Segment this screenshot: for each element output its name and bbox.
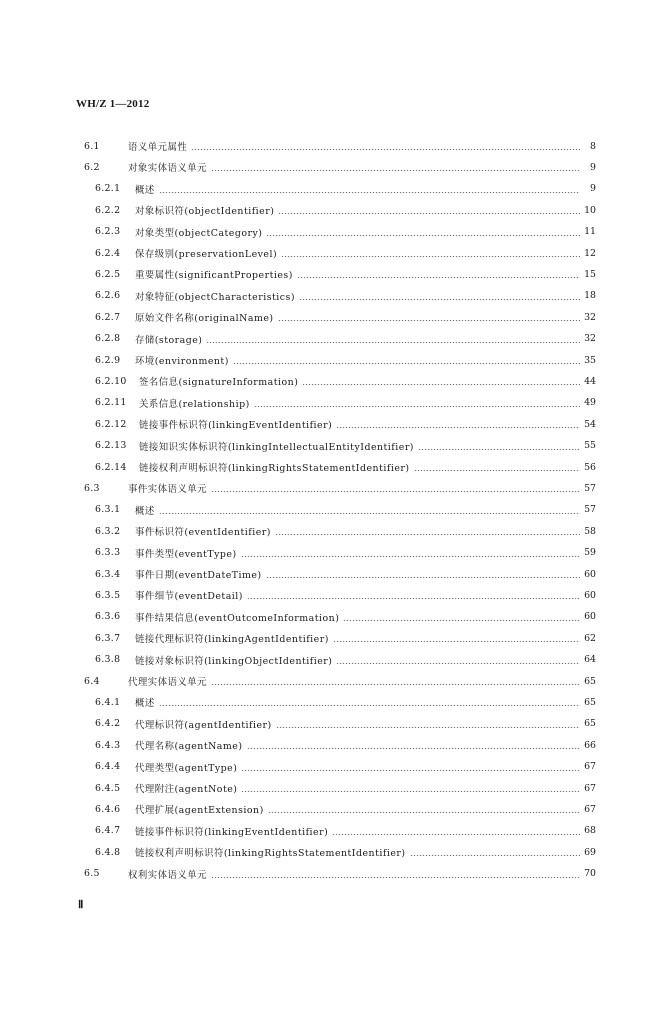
- toc-entry[interactable]: [95, 587, 596, 603]
- dot-leader: [241, 556, 580, 557]
- toc-entry[interactable]: [95, 545, 596, 561]
- toc-entry-title: 代理标识符(agentIdentifier): [135, 719, 272, 731]
- toc-entry-page: 10: [584, 204, 596, 216]
- dot-leader: [268, 812, 580, 813]
- toc-entry-page: 66: [584, 739, 596, 751]
- toc-entry-page: 9: [590, 161, 596, 173]
- toc-entry-title: 链接权利声明标识符(linkingRightsStatementIdentifier): [135, 848, 406, 860]
- toc-entry-number: 6.2.11: [95, 397, 127, 409]
- toc-entry-title: 链接知识实体标识符(linkingIntellectualEntityIdentifier): [139, 441, 414, 453]
- toc-entry-number: 6.2.2: [95, 204, 121, 216]
- toc-entry-title: 代理名称(agentName): [135, 741, 243, 753]
- toc-entry[interactable]: [95, 245, 596, 261]
- dot-leader: [191, 149, 580, 150]
- toc-entry[interactable]: [95, 737, 596, 753]
- toc-entry-title: 代理实体语义单元: [128, 677, 208, 688]
- toc-entry-title: 事件日期(eventDateTime): [135, 570, 262, 581]
- toc-entry-title: 链接事件标识符(linkingEventIdentifier): [135, 826, 329, 838]
- toc-entry[interactable]: [95, 844, 596, 860]
- toc-entry-title: 权利实体语义单元: [128, 869, 208, 881]
- toc-entry-number: 6.1: [84, 140, 100, 152]
- toc-entry[interactable]: [95, 309, 596, 325]
- toc-entry[interactable]: [84, 138, 596, 154]
- toc-entry-page: 59: [584, 547, 596, 559]
- toc-entry-page: 11: [584, 226, 596, 238]
- toc-entry[interactable]: [95, 331, 596, 347]
- toc-entry-number: 6.3.3: [95, 547, 121, 559]
- toc-entry-number: 6.2.6: [95, 290, 121, 302]
- toc-entry[interactable]: [95, 759, 596, 775]
- toc-entry-title: 事件类型(eventType): [135, 548, 237, 560]
- toc-entry[interactable]: [95, 224, 596, 240]
- toc-entry-number: 6.4.1: [95, 696, 121, 708]
- toc-entry-page: 65: [584, 675, 596, 687]
- toc-entry-page: 62: [584, 632, 596, 644]
- dot-leader: [297, 277, 580, 278]
- toc-entry-page: 32: [584, 311, 596, 323]
- toc-entry-title: 环境(environment): [135, 356, 229, 367]
- toc-entry-number: 6.3.7: [95, 632, 121, 644]
- toc-entry-page: 57: [584, 504, 596, 516]
- toc-entry[interactable]: [95, 566, 596, 582]
- dot-leader: [241, 791, 580, 792]
- toc-entry[interactable]: [95, 823, 596, 839]
- toc-entry-page: 68: [584, 825, 596, 837]
- toc-entry-number: 6.2.8: [95, 333, 121, 345]
- dot-leader: [332, 834, 580, 835]
- dot-leader: [333, 641, 580, 642]
- dot-leader: [278, 213, 580, 214]
- toc-entry[interactable]: [95, 523, 596, 539]
- toc-entry-number: 6.2: [84, 161, 100, 173]
- toc-entry-number: 6.2.13: [95, 440, 127, 452]
- toc-entry-title: 链接权利声明标识符(linkingRightsStatementIdentifier): [139, 463, 410, 474]
- toc-entry-title: 代理附注(agentNote): [135, 784, 238, 795]
- dot-leader: [247, 748, 581, 749]
- toc-entry[interactable]: [95, 181, 596, 197]
- toc-entry-title: 语义单元属性: [128, 142, 188, 153]
- toc-entry-page: 8: [590, 140, 596, 152]
- toc-entry-page: 44: [584, 375, 596, 387]
- toc-entry[interactable]: [95, 288, 596, 304]
- dot-leader: [336, 427, 580, 428]
- toc-entry-title: 概述: [135, 184, 155, 196]
- dot-leader: [159, 513, 580, 514]
- toc-entry[interactable]: [95, 266, 596, 282]
- toc-entry-title: 关系信息(relationship): [139, 398, 250, 410]
- dot-leader: [206, 342, 580, 343]
- toc-entry-page: 58: [584, 525, 596, 537]
- toc-entry-title: 事件标识符(eventIdentifier): [135, 527, 271, 539]
- toc-entry-number: 6.3: [84, 482, 100, 494]
- toc-entry-page: 69: [584, 846, 596, 858]
- toc-entry-page: 54: [584, 418, 596, 430]
- toc-entry-title: 对象实体语义单元: [128, 163, 208, 175]
- toc-entry-number: 6.2.5: [95, 268, 121, 280]
- toc-entry-number: 6.4.5: [95, 782, 121, 794]
- toc-entry-number: 6.2.4: [95, 247, 121, 259]
- toc-entry-number: 6.4.6: [95, 803, 121, 815]
- toc-entry-page: 67: [584, 803, 596, 815]
- toc-entry[interactable]: [95, 416, 596, 432]
- toc-entry-title: 链接事件标识符(linkingEventIdentifier): [139, 420, 333, 432]
- toc-entry-page: 56: [584, 461, 596, 473]
- toc-entry[interactable]: [95, 780, 596, 796]
- toc-entry-title: 事件结果信息(eventOutcomeInformation): [135, 612, 340, 624]
- toc-entry[interactable]: [95, 438, 596, 454]
- toc-entry-title: 概述: [135, 698, 155, 710]
- toc-entry-page: 57: [584, 482, 596, 494]
- toc-entry-page: 65: [584, 718, 596, 730]
- dot-leader: [299, 299, 580, 300]
- dot-leader: [336, 663, 580, 664]
- toc-entry-number: 6.2.14: [95, 461, 127, 473]
- toc-entry-page: 49: [584, 397, 596, 409]
- dot-leader: [159, 705, 580, 706]
- dot-leader: [266, 577, 580, 578]
- toc-entry-title: 事件实体语义单元: [128, 484, 208, 496]
- toc-entry-title: 链接代理标识符(linkingAgentIdentifier): [135, 634, 329, 646]
- toc-entry[interactable]: [95, 202, 596, 218]
- toc-entry-page: 60: [584, 611, 596, 623]
- toc-entry-page: 65: [584, 696, 596, 708]
- toc-entry-title: 保存级别(preservationLevel): [135, 249, 278, 260]
- toc-entry-number: 6.4.8: [95, 846, 121, 858]
- toc-entry-title: 链接对象标识符(linkingObjectIdentifier): [135, 655, 333, 667]
- toc-entry[interactable]: [95, 609, 596, 625]
- dot-leader: [233, 363, 580, 364]
- toc-entry-number: 6.4.4: [95, 761, 121, 773]
- toc-entry-title: 重要属性(significantProperties): [135, 270, 293, 282]
- dot-leader: [211, 170, 580, 171]
- toc-entry-number: 6.4: [84, 675, 100, 687]
- toc-entry-number: 6.2.9: [95, 354, 121, 366]
- toc-entry-title: 对象特征(objectCharacteristics): [135, 291, 295, 303]
- toc-entry[interactable]: [95, 459, 596, 475]
- toc-entry-number: 6.3.5: [95, 589, 121, 601]
- toc-entry-title: 概述: [135, 505, 155, 517]
- toc-entry-number: 6.2.1: [95, 183, 121, 195]
- toc-entry-title: 代理类型(agentType): [135, 762, 238, 774]
- toc-entry-title: 原始文件名称(originalName): [135, 313, 274, 325]
- dot-leader: [343, 620, 580, 621]
- toc-entry[interactable]: [95, 652, 596, 668]
- dot-leader: [302, 384, 580, 385]
- toc-entry-number: 6.3.4: [95, 568, 121, 580]
- toc-entry-number: 6.3.1: [95, 504, 121, 516]
- toc-entry-page: 60: [584, 568, 596, 580]
- toc-entry-page: 32: [584, 333, 596, 345]
- dot-leader: [281, 256, 580, 257]
- toc-entry-page: 12: [584, 247, 596, 259]
- toc-entry[interactable]: [95, 801, 596, 817]
- toc-entry-page: 60: [584, 589, 596, 601]
- toc-entry-page: 35: [584, 354, 596, 366]
- toc-entry[interactable]: [95, 373, 596, 389]
- dot-leader: [211, 684, 580, 685]
- dot-leader: [247, 598, 580, 599]
- toc-entry-number: 6.4.3: [95, 739, 121, 751]
- toc-entry[interactable]: [84, 159, 596, 175]
- dot-leader: [275, 534, 580, 535]
- toc-entry-title: 存储(storage): [135, 334, 203, 346]
- document-code-header: WH/Z 1—2012: [76, 98, 150, 110]
- toc-entry-number: 6.3.6: [95, 611, 121, 623]
- dot-leader: [418, 449, 580, 450]
- toc-entry-title: 代理扩展(agentExtension): [135, 805, 264, 817]
- toc-entry-page: 18: [584, 290, 596, 302]
- toc-entry-title: 签名信息(signatureInformation): [139, 377, 299, 389]
- toc-entry-number: 6.3.8: [95, 654, 121, 666]
- toc-entry-page: 64: [584, 654, 596, 666]
- toc-entry-number: 6.2.10: [95, 375, 127, 387]
- toc-entry[interactable]: [95, 716, 596, 732]
- toc-entry[interactable]: [84, 480, 596, 496]
- toc-entry-page: 55: [584, 440, 596, 452]
- dot-leader: [414, 470, 580, 471]
- dot-leader: [276, 727, 580, 728]
- toc-entry[interactable]: [95, 352, 596, 368]
- dot-leader: [266, 235, 580, 236]
- dot-leader: [410, 855, 580, 856]
- toc-entry-title: 对象类型(objectCategory): [135, 227, 263, 239]
- dot-leader: [159, 192, 580, 193]
- toc-entry-page: 67: [584, 761, 596, 773]
- toc-entry-title: 对象标识符(objectIdentifier): [135, 206, 275, 218]
- toc-entry-page: 9: [590, 183, 596, 195]
- toc-entry-number: 6.2.3: [95, 226, 121, 238]
- toc-entry-page: 70: [584, 868, 596, 880]
- toc-entry-number: 6.2.7: [95, 311, 121, 323]
- dot-leader: [241, 770, 580, 771]
- toc-entry[interactable]: [84, 673, 596, 689]
- toc-entry[interactable]: [95, 694, 596, 710]
- toc-entry[interactable]: [95, 395, 596, 411]
- dot-leader: [211, 491, 580, 492]
- toc-entry[interactable]: [84, 866, 596, 882]
- toc-entry-number: 6.2.12: [95, 418, 127, 430]
- dot-leader: [278, 320, 580, 321]
- page-number-footer: Ⅱ: [78, 899, 84, 911]
- toc-entry-number: 6.4.2: [95, 718, 121, 730]
- dot-leader: [211, 877, 580, 878]
- toc-entry-number: 6.3.2: [95, 525, 121, 537]
- toc-entry[interactable]: [95, 502, 596, 518]
- toc-entry-number: 6.5: [84, 868, 100, 880]
- toc-entry-title: 事件细节(eventDetail): [135, 591, 243, 603]
- toc-entry-page: 15: [584, 268, 596, 280]
- dot-leader: [254, 406, 580, 407]
- toc-entry[interactable]: [95, 630, 596, 646]
- toc-entry-page: 67: [584, 782, 596, 794]
- toc-entry-number: 6.4.7: [95, 825, 121, 837]
